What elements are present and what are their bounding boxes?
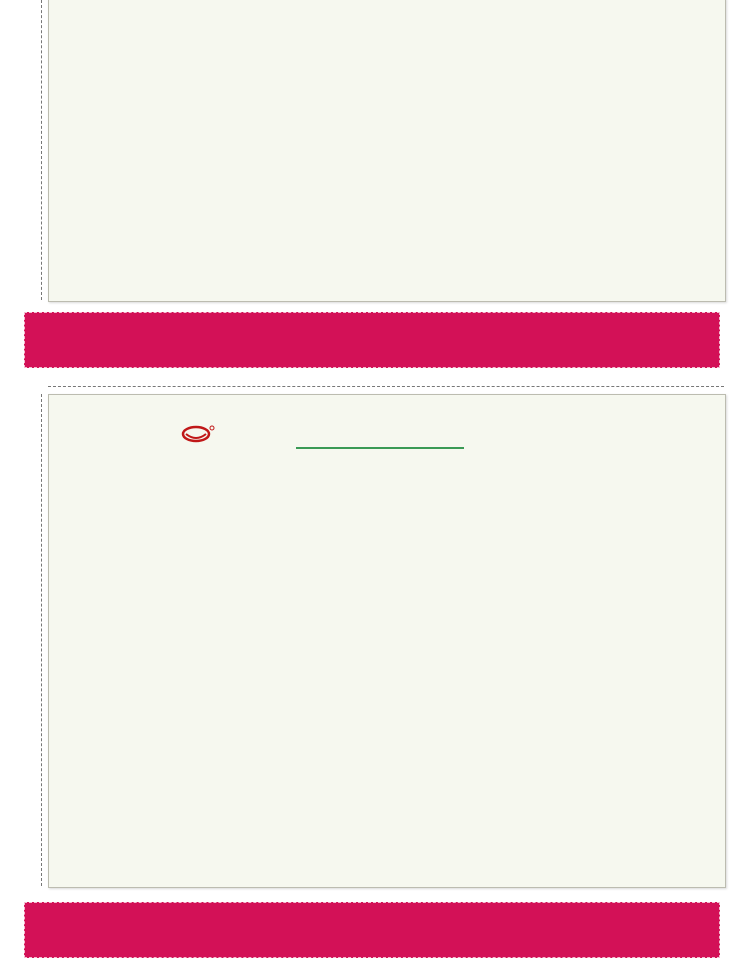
- top-ledger-sheet: [48, 0, 726, 302]
- middle-height-guide: [41, 394, 42, 886]
- brand-logo-icon: [178, 424, 222, 458]
- top-height-guide: [41, 0, 42, 300]
- form-title-underline: [296, 447, 464, 449]
- cash-ledger-sheet: [48, 394, 726, 888]
- width-guide: [48, 386, 724, 387]
- product-banner-cash: [24, 312, 720, 368]
